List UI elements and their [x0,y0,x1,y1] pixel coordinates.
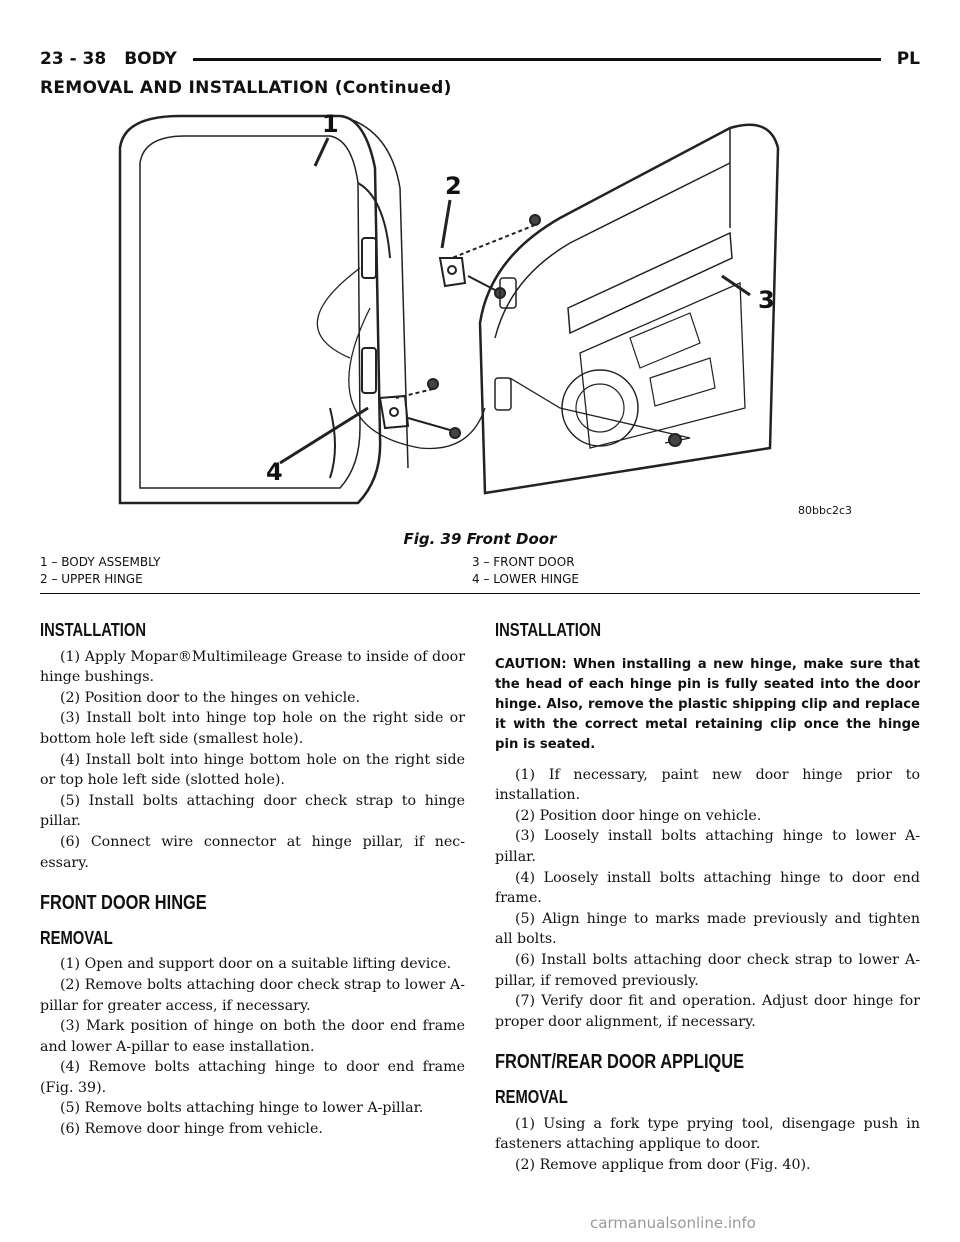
continued-heading: REMOVAL AND INSTALLATION (Continued) [40,78,452,98]
step: (4) Loosely install bolts attaching hinge to door end frame. [495,869,920,907]
removal-heading: REMOVAL [495,1086,568,1107]
legend-row [40,570,920,587]
header-rule [193,58,881,61]
callout-4: 4 [266,458,283,486]
step: (4) Install bolt into hinge bottom hole on the right side or top hole left side (slotted hole). [40,751,465,789]
installation-heading: INSTALLATION [40,620,147,640]
front-door-illustration [90,108,890,528]
removal-heading: REMOVAL [40,927,113,948]
section-heading-door-applique: FRONT/REAR DOOR APPLIQUE [495,1051,745,1074]
caution-note: CAUTION: When installing a new hinge, make sure that the head of each hinge pin is fully seated into the door hinge. Also, remove the plastic shipping clip and replace it with the correct metal retaining clip once the hinge pin is seated. [495,656,920,752]
page-header [40,46,920,72]
legend-row [40,553,920,570]
page-number: 23 - 38 [40,49,107,69]
legend-item: 2 – UPPER HINGE [40,571,143,586]
step: (6) Remove door hinge from vehicle. [60,1121,323,1138]
legend-item: 1 – BODY ASSEMBLY [40,554,161,569]
step: (4) Remove bolts attaching hinge to door end frame (Fig. 39). [40,1059,465,1096]
section-heading-front-door-hinge: FRONT DOOR HINGE [40,892,207,915]
figure-legend [40,553,920,594]
step: (1) Apply Mopar®Multimileage Grease to inside of door hinge bushings. [40,648,465,686]
installation-heading: INSTALLATION [495,620,602,640]
step: (5) Install bolts attaching door check strap to hinge pillar. [40,792,465,830]
step: (1) Using a fork type prying tool, disengage push in fasteners attaching applique to door. [495,1115,920,1153]
legend-item: 3 – FRONT DOOR [472,554,575,569]
step: (1) If necessary, paint new door hinge prior to installation. [495,766,920,804]
step: (2) Remove bolts attaching door check strap to lower A-pillar for greater access, if necessary. [40,976,465,1014]
figure-code: 80bbc2c3 [798,504,853,517]
step: (1) Open and support door on a suitable lifting device. [60,956,452,973]
step: (2) Position door to the hinges on vehicle. [60,689,361,706]
step: (6) Connect wire connector at hinge pillar, if nec- essary. [40,833,465,871]
step: (5) Remove bolts attaching hinge to lower A-pillar. [60,1100,424,1117]
legend-item: 4 – LOWER HINGE [472,571,579,586]
figure-caption: Fig. 39 Front Door [403,530,557,548]
callout-3: 3 [758,286,775,314]
step: (2) Position door hinge on vehicle. [515,807,762,824]
model-code: PL [896,49,920,69]
section-title: BODY [124,49,177,69]
step: (5) Align hinge to marks made previously and tighten all bolts. [495,910,920,948]
callout-2: 2 [445,172,462,200]
right-column [495,620,920,1175]
step: (3) Mark position of hinge on both the door end frame and lower A-pillar to ease installation. [40,1018,465,1055]
callout-1: 1 [322,110,339,138]
left-column [40,620,465,1140]
step: (6) Install bolts attaching door check strap to lower A-pillar, if removed previously. [495,951,920,989]
step: (2) Remove applique from door (Fig. 40). [515,1156,811,1173]
step: (3) Install bolt into hinge top hole on the right side or bottom hole left side (smallest hole). [40,710,465,747]
step: (7) Verify door fit and operation. Adjust door hinge for proper door alignment, if necessary. [495,993,920,1030]
step: (3) Loosely install bolts attaching hinge to lower A-pillar. [495,828,920,865]
watermark: carmanualsonline.info [590,1214,756,1232]
